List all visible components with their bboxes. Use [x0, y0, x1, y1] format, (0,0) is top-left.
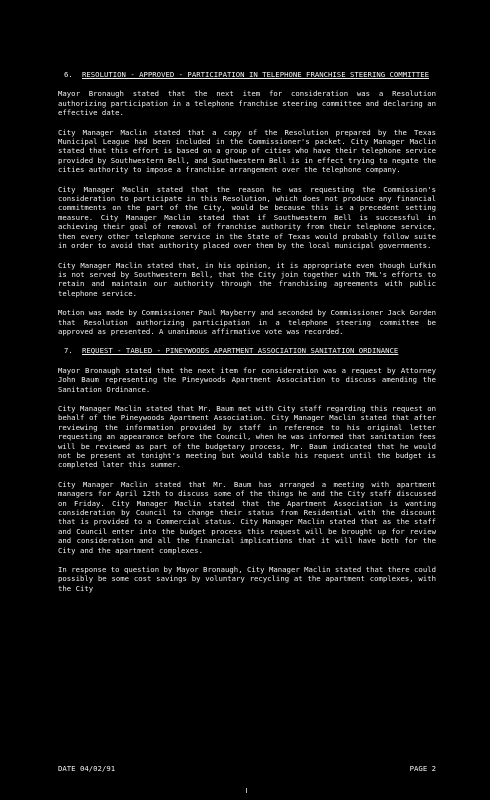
section-number: 7. [64, 346, 73, 356]
minutes-body [58, 70, 436, 603]
section-heading [58, 346, 436, 355]
section-number: 6. [64, 70, 73, 79]
page-footer [58, 764, 436, 773]
paragraph: Mayor Bronaugh stated that the next item for consideration was a Resolution authorizing participation in a telephone franchise steering committee and declaring an effective date. [58, 89, 436, 118]
section-title: RESOLUTION - APPROVED - PARTICIPATION IN TELEPHONE FRANCHISE STEERING COMMITTEE [82, 70, 430, 79]
agenda-item-7 [58, 346, 436, 593]
scan-mark [246, 788, 247, 793]
footer-date: DATE 04/02/91 [58, 764, 116, 773]
paragraph: City Manager Maclin stated that Mr. Baum has arranged a meeting with apartment managers for April 12th to discuss some of the things he and the City staff discussed on Friday. City Manager Maclin stated that the Apartment Association is wanting consideration by Council to change their status from Residential with the discount that is provided to a Commercial status. City Manager Maclin stated that as the staff and Council enter into the budget process this request will be brought up for review and consideration and all the financial implications that it will have both for the City and the apartment complexes. [58, 479, 436, 555]
paragraph: City Manager Maclin stated that Mr. Baum met with City staff regarding this request on behalf of the Pineywoods Apartment Association. City Manager Maclin stated that after reviewing the information provided by staff in reference to his original letter requesting an appearance before the Council, when he was informed that sanitation fees will be reviewed as part of the budgetary process, Mr. Baum indicated that he would not be present at tonight's meeting but would table his request until the budget is completed later this summer. [58, 403, 436, 470]
paragraph: In response to question by Mayor Bronaugh, City Manager Maclin stated that there could possibly be some cost savings by voluntary recycling at the apartment complexes, with the City [58, 565, 436, 593]
section-heading [58, 70, 436, 79]
paragraph: Motion was made by Commissioner Paul Mayberry and seconded by Commissioner Jack Gorden that Resolution authorizing participation in a telephone steering committee be approved as presented. A unanimous affirmative vote was recorded. [58, 308, 436, 336]
paragraph: City Manager Maclin stated that the reason he was requesting the Commission's consideration to participate in this Resolution, which does not produce any financial commitments on the part of the City, would be because this is a precedent setting measure. City Manager Maclin stated that if Southwestern Bell is successful in achieving their goal of removal of franchise authority from their telephone service, then every other telephone service in the State of Texas would probably follow suite in order to avoid that authority placed over them by the local municipal governments. [58, 184, 436, 251]
paragraph: City Manager Maclin stated that, in his opinion, it is appropriate even though Lufkin is not served by Southwestern Bell, that the City join together with TML's efforts to retain and maintain our authority through the franchising agreements with public telephone service. [58, 260, 436, 298]
paragraph: City Manager Maclin stated that a copy of the Resolution prepared by the Texas Municipal League had been included in the Commissioner's packet. City Manager Maclin stated that this effort is based on a group of cities who have their telephone service provided by Southwestern Bell, and Southwestern Bell is in effect trying to negate the cities authority to impose a franchise arrangement over the telephone company. [58, 127, 436, 175]
agenda-item-6 [58, 70, 436, 336]
paragraph: Mayor Bronaugh stated that the next item for consideration was a request by Attorney John Baum representing the Pineywoods Apartment Association to discuss amending the Sanitation Ordinance. [58, 365, 436, 394]
footer-page-number: PAGE 2 [409, 764, 436, 773]
section-title: REQUEST - TABLED - PINEYWOODS APARTMENT ASSOCIATION SANITATION ORDINANCE [82, 346, 399, 356]
